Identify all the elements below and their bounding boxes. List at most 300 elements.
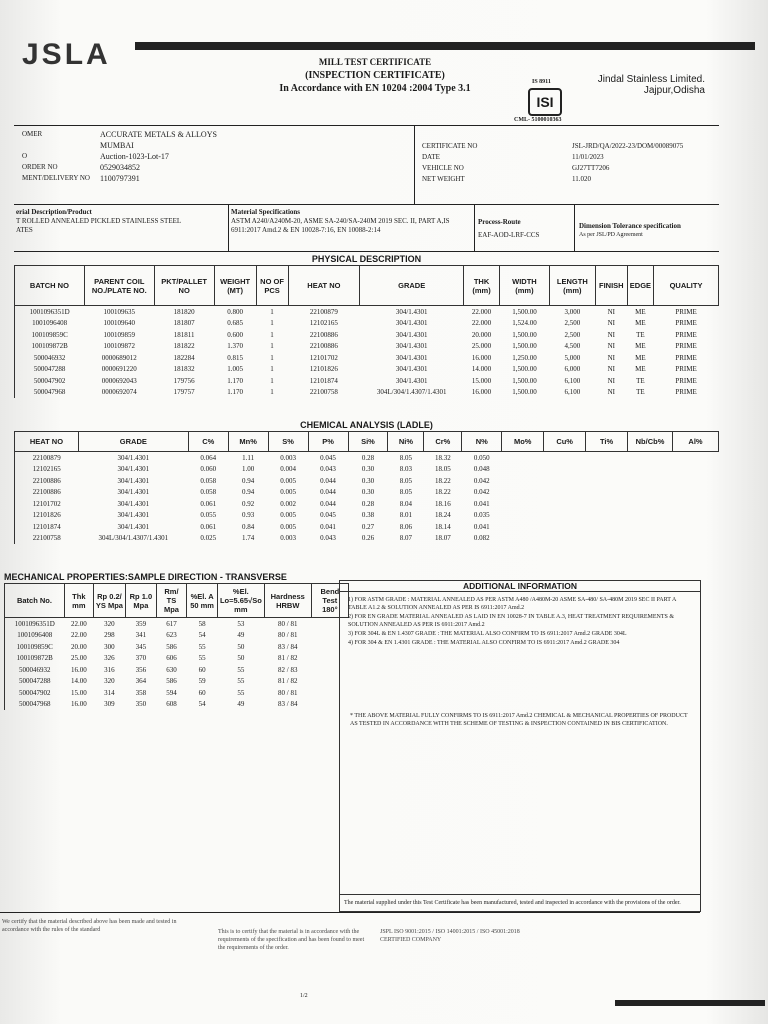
mechanical-row — [5, 676, 349, 688]
mechanical-row — [5, 699, 349, 711]
chemical-cell: 0.003 — [280, 453, 296, 462]
physical-cell: 0.800 — [227, 307, 243, 316]
customer-info — [22, 130, 402, 185]
mechanical-cell: 309 — [104, 700, 115, 709]
chemical-cell: 0.044 — [320, 488, 336, 497]
chemical-cell — [586, 533, 628, 545]
mechanical-header-cell: Batch No. — [5, 584, 65, 618]
chemical-cell: 8.06 — [399, 522, 413, 531]
chemical-cell — [672, 475, 718, 487]
physical-cell: 1,524.00 — [512, 319, 537, 328]
jsl-logo: JSLA — [22, 38, 111, 71]
physical-header-cell: EDGE — [627, 266, 653, 306]
physical-cell: 500047968 — [33, 388, 66, 397]
physical-cell: 1,500.00 — [512, 330, 537, 339]
chemical-cell: 0.044 — [320, 499, 336, 508]
cml-number: CML- 5100010363 — [514, 117, 562, 123]
physical-header-cell: QUALITY — [654, 266, 719, 306]
chemical-row — [15, 533, 719, 545]
mechanical-header-cell: Rp 0.2/ YS Mpa — [93, 584, 125, 618]
physical-cell: 0000691220 — [101, 365, 137, 374]
physical-cell: PRIME — [675, 342, 697, 351]
mechanical-row — [5, 618, 349, 630]
physical-cell: PRIME — [675, 353, 697, 362]
physical-cell: 100109635 — [103, 307, 136, 316]
chemical-cell: 22100886 — [32, 476, 61, 485]
chemical-cell: 1.74 — [242, 534, 255, 543]
physical-cell: TE — [636, 330, 645, 339]
chemical-cell — [672, 510, 718, 522]
mechanical-cell: 606 — [166, 654, 177, 663]
chemical-cell: 0.042 — [473, 488, 490, 497]
physical-cell: NI — [607, 342, 615, 351]
chemical-cell — [672, 487, 718, 499]
mechanical-cell: 54 — [198, 700, 206, 709]
chemical-cell — [628, 475, 673, 487]
physical-cell: 2,500 — [564, 319, 581, 328]
mechanical-cell: 16.00 — [70, 700, 87, 709]
order-value: 0529034852 — [100, 163, 140, 172]
chemical-cell: 0.28 — [361, 453, 375, 462]
mechanical-cell: 59 — [198, 677, 206, 686]
company-block — [585, 74, 705, 96]
chemical-cell — [544, 452, 586, 464]
mechanical-header-cell: %El. Lo=5.65√So mm — [217, 584, 264, 618]
mechanical-cell: 55 — [237, 688, 245, 697]
chemical-cell — [628, 452, 673, 464]
mechanical-cell: 341 — [135, 631, 147, 640]
physical-cell: 100109640 — [103, 319, 136, 328]
company-name: Jindal Stainless Limited. — [597, 74, 705, 85]
physical-cell: 1 — [270, 307, 274, 316]
physical-row — [15, 387, 719, 399]
physical-cell: 304/1.4301 — [395, 376, 428, 385]
mechanical-cell: 617 — [166, 619, 177, 628]
chemical-cell — [586, 452, 628, 464]
physical-cell: 179756 — [173, 376, 195, 385]
chemical-header-cell: Si% — [348, 432, 388, 452]
physical-cell: 1,500.00 — [512, 342, 537, 351]
chemical-cell — [502, 510, 544, 522]
physical-cell: 304/1.4301 — [395, 342, 428, 351]
physical-header-cell: WEIGHT (MT) — [214, 266, 256, 306]
physical-cell: 0.685 — [227, 319, 243, 328]
mechanical-cell: 80 / 81 — [278, 688, 298, 697]
physical-cell: 12101874 — [309, 376, 338, 385]
mechanical-cell: 55 — [237, 665, 245, 674]
mechanical-cell: 370 — [135, 654, 147, 663]
chemical-cell: 304/1.4301 — [117, 511, 150, 520]
physical-cell: 181807 — [173, 319, 195, 328]
physical-row — [15, 318, 719, 330]
chemical-cell: 0.94 — [242, 488, 255, 497]
chemical-cell — [672, 498, 718, 510]
product-label: erial Description/Product — [16, 208, 92, 216]
physical-header-cell: FINISH — [595, 266, 627, 306]
page-number: 1/2 — [300, 993, 308, 999]
footer-right: JSPL ISO 9001:2015 / ISO 14001:2015 / ISO 45001:2018 CERTIFIED COMPANY — [380, 929, 520, 943]
chemical-row — [15, 475, 719, 487]
physical-cell: 22100879 — [309, 307, 338, 316]
order-label: ORDER NO — [22, 163, 58, 171]
physical-cell: NI — [607, 388, 615, 397]
chemical-header-cell: C% — [188, 432, 228, 452]
physical-table — [14, 265, 719, 398]
reference-label: O — [22, 152, 28, 160]
mechanical-cell: 60 — [198, 688, 206, 697]
chemical-cell: 0.058 — [200, 488, 217, 497]
mechanical-header-cell: Rp 1.0 Mpa — [126, 584, 157, 618]
mechanical-cell: 82 / 83 — [278, 665, 298, 674]
chemical-table-wrap — [14, 431, 719, 544]
chemical-cell: 0.84 — [242, 522, 255, 531]
physical-header-cell: HEAT NO — [288, 266, 360, 306]
chemical-cell — [586, 498, 628, 510]
physical-header-cell: LENGTH (mm) — [549, 266, 595, 306]
chemical-cell — [628, 510, 673, 522]
chemical-cell: 8.05 — [399, 453, 413, 462]
chemical-cell — [502, 464, 544, 476]
chemical-cell — [502, 487, 544, 499]
chemical-cell: 0.005 — [280, 476, 296, 485]
chemical-cell: 22100886 — [32, 488, 61, 497]
physical-cell: 6,000 — [564, 365, 581, 374]
chemical-cell: 0.002 — [280, 499, 296, 508]
mechanical-cell: 22.00 — [70, 631, 87, 640]
mechanical-cell: 586 — [166, 677, 177, 686]
chemical-cell: 0.005 — [280, 522, 296, 531]
physical-cell: PRIME — [675, 319, 697, 328]
additional-note: 2) FOR EN GRADE MATERIAL ANNEALED AS LAID IN EN 10028-7 IN TABLE A.3, HEAT TREATMENT REQUIREMENTS & SOLUTION ANNEALED AS PER IS 6911:2017 Amd.2 — [348, 614, 675, 628]
title-line-3: In Accordance with EN 10204 :2004 Type 3.1 — [279, 83, 471, 94]
chemical-cell: 8.03 — [399, 465, 413, 474]
chemical-cell: 0.004 — [280, 465, 296, 474]
chemical-cell — [544, 475, 586, 487]
mechanical-cell: 500046932 — [18, 665, 51, 674]
chemical-cell — [628, 521, 673, 533]
mechanical-cell: 316 — [104, 665, 115, 674]
physical-cell: 1,250.00 — [512, 353, 537, 362]
chemical-cell: 0.061 — [200, 499, 217, 508]
physical-cell: 500046932 — [33, 353, 66, 362]
chemical-cell — [586, 475, 628, 487]
physical-cell: 0000692074 — [101, 388, 137, 397]
physical-cell: ME — [635, 342, 646, 351]
chemical-cell: 1.00 — [242, 465, 255, 474]
chemical-cell: 0.041 — [473, 499, 490, 508]
mechanical-cell: 54 — [198, 631, 206, 640]
mechanical-cell: 55 — [198, 642, 206, 651]
physical-cell: 100109872B — [31, 342, 68, 351]
additional-statement: * THE ABOVE MATERIAL FULLY CONFIRMS TO IS 6911:2017 Amd.2 CHEMICAL & MECHANICAL PROPERTIES OF PRODUCT AS TESTED IN ACCORDANCE WITH THE SCHEME OF TESTING & INSPECTION CONTAINED IN BIS CERTIFICATION. — [350, 713, 688, 727]
physical-row — [15, 364, 719, 376]
chemical-header-cell: Al% — [672, 432, 718, 452]
chemical-cell: 0.30 — [361, 476, 375, 485]
chemical-header-cell: Ti% — [586, 432, 628, 452]
chemical-cell: 304/1.4301 — [117, 522, 150, 531]
physical-cell: 181811 — [173, 330, 195, 339]
chemical-cell: 18.05 — [434, 465, 451, 474]
chemical-cell — [502, 475, 544, 487]
physical-cell: 1 — [270, 319, 274, 328]
physical-row — [15, 306, 719, 318]
date-value: 11/01/2023 — [572, 153, 604, 161]
chemical-cell: 0.92 — [242, 499, 255, 508]
chemical-cell — [628, 464, 673, 476]
mechanical-cell: 623 — [166, 631, 177, 640]
chemical-cell: 12101702 — [32, 499, 61, 508]
mechanical-cell: 608 — [166, 700, 177, 709]
chemical-header-cell: N% — [462, 432, 502, 452]
chemical-cell: 18.22 — [434, 488, 451, 497]
physical-cell: 12101826 — [309, 365, 338, 374]
physical-cell: ME — [635, 365, 646, 374]
chemical-cell: 0.38 — [361, 511, 375, 520]
physical-cell: 1 — [270, 330, 274, 339]
chemical-header-cell: HEAT NO — [15, 432, 79, 452]
chemical-cell: 0.055 — [200, 511, 217, 520]
mechanical-row — [5, 641, 349, 653]
additional-note: 4) FOR 304 & EN 1.4301 GRADE : THE MATERIAL ALSO CONFIRM TO IS 6911:2017 Amd.2 GRADE 304 — [348, 640, 620, 646]
chemical-row — [15, 487, 719, 499]
chemical-header-cell: S% — [268, 432, 308, 452]
chemical-cell — [628, 533, 673, 545]
physical-cell: 1.170 — [227, 376, 243, 385]
chemical-cell — [502, 498, 544, 510]
physical-row — [15, 352, 719, 364]
chemical-cell — [672, 521, 718, 533]
physical-cell: 22.000 — [471, 319, 492, 328]
physical-cell: 0.600 — [227, 330, 243, 339]
tolerance-label: Dimension Tolerance specification — [579, 222, 681, 230]
mechanical-cell: 80 / 81 — [278, 619, 298, 628]
chemical-cell — [502, 533, 544, 545]
material-value: ASTM A240/A240M-20, ASME SA-240/SA-240M 2019 SEC. II, PART A,IS 6911:2017 Amd.2 & EN 10028-7:16, EN 10088-2:14 — [231, 217, 450, 234]
chemical-cell: 12102165 — [32, 465, 61, 474]
chemical-cell: 0.27 — [361, 522, 375, 531]
mechanical-cell: 326 — [104, 654, 115, 663]
mechanical-cell: 81 / 82 — [278, 654, 298, 663]
mechanical-cell: 345 — [135, 642, 147, 651]
physical-cell: PRIME — [675, 330, 697, 339]
mechanical-cell: 100109859C — [16, 642, 53, 651]
chemical-row — [15, 510, 719, 522]
chemical-header-cell: GRADE — [78, 432, 188, 452]
physical-cell: ME — [635, 353, 646, 362]
mechanical-cell: 58 — [198, 619, 206, 628]
physical-cell: 2,500 — [564, 330, 581, 339]
mechanical-cell: 53 — [237, 619, 245, 628]
mechanical-cell: 50 — [237, 642, 245, 651]
mechanical-cell: 49 — [237, 631, 245, 640]
chemical-cell: 12101826 — [32, 511, 61, 520]
chemical-cell: 0.93 — [242, 511, 255, 520]
chemical-cell: 8.04 — [399, 499, 413, 508]
chemical-cell — [672, 464, 718, 476]
physical-cell: 3,000 — [564, 307, 581, 316]
mechanical-cell: 83 / 84 — [278, 642, 298, 651]
chemical-cell — [628, 498, 673, 510]
mechanical-cell: 25.00 — [70, 654, 87, 663]
chemical-cell: 0.041 — [473, 522, 490, 531]
chemical-cell — [544, 533, 586, 545]
physical-cell: 100109872 — [103, 342, 136, 351]
physical-cell: NI — [607, 319, 615, 328]
physical-cell: 181832 — [173, 365, 195, 374]
chemical-cell — [672, 452, 718, 464]
product-value-2: ATES — [16, 226, 33, 234]
title-line-1: MILL TEST CERTIFICATE — [318, 57, 432, 67]
chemical-cell: 0.94 — [242, 476, 255, 485]
physical-cell: 1 — [270, 376, 274, 385]
chemical-header-cell: Mn% — [228, 432, 268, 452]
reference-value: Auction-1023-Lot-17 — [100, 152, 169, 161]
mechanical-cell: 359 — [135, 619, 147, 628]
physical-cell: 1.370 — [227, 342, 243, 351]
additional-note: 3) FOR 304L & EN 1.4307 GRADE : THE MATERIAL ALSO CONFIRM TO IS 6911:2017 Amd.2 GRADE 304L — [348, 631, 627, 637]
mechanical-cell: 16.00 — [70, 665, 87, 674]
mechanical-table-wrap — [4, 583, 349, 710]
chemical-cell: 0.003 — [280, 534, 296, 543]
date-label: DATE — [422, 153, 440, 161]
chemical-row — [15, 452, 719, 464]
physical-cell: 14.000 — [471, 365, 492, 374]
chemical-cell: 18.32 — [434, 453, 451, 462]
chemical-cell — [544, 464, 586, 476]
physical-cell: PRIME — [675, 365, 697, 374]
physical-cell: 20.000 — [471, 330, 492, 339]
mechanical-cell: 100109872B — [16, 654, 53, 663]
weight-value: 11.020 — [572, 175, 591, 183]
customer-city: MUMBAI — [100, 141, 134, 150]
customer-label: OMER — [22, 130, 43, 138]
physical-cell: 6,100 — [564, 388, 581, 397]
weight-label: NET WEIGHT — [422, 175, 465, 183]
chemical-cell: 304/1.4301 — [117, 453, 150, 462]
chemical-cell: 8.01 — [399, 511, 413, 520]
chemical-cell: 0.045 — [320, 453, 336, 462]
is-code: IS 8911 — [532, 79, 551, 85]
certificate-info — [422, 142, 722, 186]
physical-cell: ME — [635, 319, 646, 328]
physical-cell: 1.170 — [227, 388, 243, 397]
mechanical-cell: 350 — [135, 700, 147, 709]
mechanical-cell: 50 — [237, 654, 245, 663]
additional-notes — [340, 592, 700, 652]
tolerance-value: As per JSL/PD Agreement — [579, 232, 643, 238]
vehicle-label: VEHICLE NO — [422, 164, 464, 172]
physical-cell: 1.005 — [227, 365, 243, 374]
mechanical-cell: 300 — [104, 642, 115, 651]
physical-cell: 304/1.4301 — [395, 307, 428, 316]
physical-cell: 22100886 — [309, 330, 338, 339]
chemical-cell: 304/1.4301 — [117, 499, 150, 508]
chemical-cell: 0.043 — [320, 465, 336, 474]
chemical-cell: 18.14 — [434, 522, 451, 531]
mechanical-cell: 298 — [104, 631, 115, 640]
mechanical-cell: 49 — [237, 700, 245, 709]
additional-title: ADDITIONAL INFORMATION — [340, 581, 700, 592]
delivery-label: MENT/DELIVERY NO — [22, 174, 90, 182]
physical-cell: 4,500 — [564, 342, 581, 351]
additional-note: 1) FOR ASTM GRADE : MATERIAL ANNEALED AS PER ASTM A480 /A480M-20 ASME SA-480/ SA-480M 2019 SEC II PART A TABLE A1.2 & SOLUTION ANNEALED AS PER IS 6911:2017 Amd.2 — [348, 597, 676, 611]
physical-cell: TE — [636, 376, 645, 385]
cert-label: CERTIFICATE NO — [422, 142, 478, 150]
chemical-cell: 0.043 — [320, 534, 336, 543]
chemical-cell: 304/1.4301 — [117, 476, 150, 485]
mechanical-cell: 500047902 — [18, 688, 51, 697]
chemical-cell: 8.07 — [399, 534, 413, 543]
chemical-cell: 0.058 — [200, 476, 217, 485]
physical-cell: NI — [607, 365, 615, 374]
mechanical-cell: 586 — [166, 642, 177, 651]
mechanical-row — [5, 687, 349, 699]
mechanical-cell: 1001096408 — [17, 631, 53, 640]
physical-cell: 304/1.4301 — [395, 365, 428, 374]
physical-cell: 1001096351D — [29, 307, 70, 316]
physical-cell: 100109859C — [31, 330, 68, 339]
mechanical-cell: 22.00 — [70, 619, 87, 628]
chemical-cell — [502, 452, 544, 464]
physical-cell: 0.815 — [227, 353, 243, 362]
physical-cell: 304/1.4301 — [395, 330, 428, 339]
chemical-cell — [544, 498, 586, 510]
footer-left: We certify that the material described above has been made and tested in accordance with the rules of the standard — [2, 919, 177, 933]
physical-row — [15, 341, 719, 353]
mechanical-header-cell: Hardness HRBW — [264, 584, 311, 618]
mechanical-cell: 594 — [166, 688, 177, 697]
chemical-cell: 0.082 — [473, 534, 490, 543]
chemical-cell: 0.042 — [473, 476, 490, 485]
additional-info-box — [339, 580, 701, 912]
chemical-header-cell: Nb/Cb% — [628, 432, 673, 452]
chemical-cell: 0.30 — [361, 465, 375, 474]
mechanical-cell: 358 — [135, 688, 147, 697]
vehicle-value: GJ27TT7206 — [572, 164, 610, 172]
chemical-row — [15, 464, 719, 476]
physical-cell: 22100886 — [309, 342, 338, 351]
chemical-cell — [586, 510, 628, 522]
physical-cell: 181820 — [173, 307, 195, 316]
physical-cell: 1,500.00 — [512, 365, 537, 374]
chemical-cell: 18.07 — [434, 534, 451, 543]
physical-cell: 500047288 — [33, 365, 66, 374]
tolerance-block — [579, 222, 719, 239]
physical-cell: 1001096408 — [32, 319, 68, 328]
mechanical-cell: 55 — [237, 677, 245, 686]
physical-header-cell: PARENT COIL NO./PLATE NO. — [84, 266, 154, 306]
route-label: Process-Route — [478, 218, 521, 226]
physical-cell: 5,000 — [564, 353, 581, 362]
mechanical-row — [5, 630, 349, 642]
product-block — [16, 208, 226, 235]
physical-cell: PRIME — [675, 388, 697, 397]
physical-cell: 25.000 — [471, 342, 492, 351]
physical-cell: 182284 — [173, 353, 195, 362]
physical-cell: 0000692043 — [101, 376, 137, 385]
physical-cell: 12101702 — [309, 353, 338, 362]
mechanical-cell: 320 — [104, 677, 115, 686]
chemical-cell — [544, 487, 586, 499]
mechanical-table — [4, 583, 349, 710]
chemical-cell: 1.11 — [242, 453, 255, 462]
mechanical-cell: 60 — [198, 665, 206, 674]
physical-cell: PRIME — [675, 376, 697, 385]
physical-header-cell: PKT/PALLET NO — [154, 266, 214, 306]
chemical-cell — [586, 521, 628, 533]
physical-cell: NI — [607, 376, 615, 385]
physical-cell: 1,500.00 — [512, 376, 537, 385]
